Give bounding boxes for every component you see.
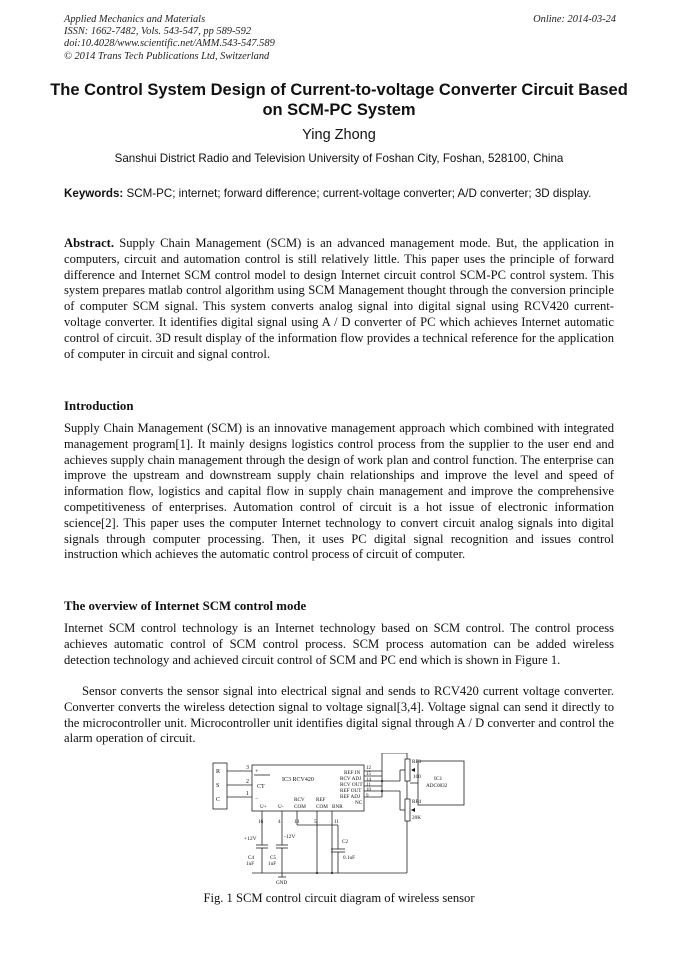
label-pin4: 4 (278, 819, 281, 825)
overview-paragraph-2: Sensor converts the sensor signal into electrical signal and sends to RCV420 current voltage converter. Converter converts the wireless detection signal to voltage signal[3,4]. Voltage signal can send it directly to the microcontroller unit. Microcontroller unit identifies digital signal through A / D converter and control the alarm operation of circuit. (64, 684, 614, 746)
label-plus12v: +12V (244, 836, 257, 842)
label-pin3: 3 (246, 765, 249, 771)
keywords-text: SCM-PC; internet; forward difference; current-voltage converter; A/D converter; 3D display. (123, 187, 592, 200)
label-c4: C4 (248, 855, 255, 861)
author-affiliation: Sanshui District Radio and Television University of Foshan City, Foshan, 528100, China (114, 152, 564, 165)
label-c2: C2 (342, 839, 349, 845)
label-c2-value: 0.1uF (343, 855, 355, 861)
introduction-paragraph: Supply Chain Management (SCM) is an innovative management approach which combined with integrated management program[1]. It mainly designs logistics control process from the supplier to the user end and achieves supply chain management through the design of work plan and control function. The enterprise can improve the upstream and downstream supply chain relationships and improve the level and speed of information flow, logistics and capital flow in supply chain management and improve the comprehensive competitiveness of enterprises. Automation control of circuit is a hot issue of electronic information science[2]. This paper uses the computer Internet technology to convert circuit analog signals into digital signals through computer processing. Then, it uses PC digital signal recognition and issues control instruction which achieves the automatic control process of circuit of computer. (64, 421, 614, 562)
figure-caption: Fig. 1 SCM control circuit diagram of wireless sensor (203, 891, 475, 905)
label-rp3-value: 100 (413, 774, 421, 780)
label-refin: REF IN (344, 770, 361, 776)
label-s: S (216, 783, 220, 789)
label-ic1-part: ADC0832 (426, 783, 448, 789)
label-pin11: 11 (334, 819, 339, 825)
label-ref-com-b: COM (316, 804, 328, 810)
label-ref-com-a: REF (316, 797, 326, 803)
label-gnd: GND (276, 880, 288, 885)
label-ic1: IC1 (434, 776, 443, 782)
label-plus: + (255, 769, 259, 775)
label-rp4-value: 20K (412, 815, 421, 821)
doi-line: doi:10.4028/www.scientific.net/AMM.543-547.589 (64, 38, 275, 50)
copyright-line: © 2014 Trans Tech Publications Ltd, Switzerland (64, 50, 270, 62)
label-pin9: 9 (366, 794, 369, 799)
journal-name: Applied Mechanics and Materials (64, 14, 206, 25)
label-bnr: BNR (332, 804, 343, 810)
label-c5-value: 1uF (268, 861, 277, 867)
label-minus: − (255, 796, 259, 802)
label-nc: NC (355, 800, 363, 806)
label-pin10: 10 (366, 788, 371, 793)
abstract-text: Supply Chain Management (SCM) is an advanced management mode. But, the application in computers, circuit and automation control is still relatively little. This paper uses the principle of forward difference and Internet SCM control model to design Internet circuit control SCM-PC control system. This system prepares matlab control algorithm using SCM Management thought through the conversion principle of computer SCM signal. This system converts analog signal into digital signal using RCV420 current- voltage converter. It identifies digital signal using A / D converter of PC which achieves Internet automatic control of circuit. 3D result display of the information flow provides a technical reference for the application of computer in circuit and signal control. (64, 236, 614, 361)
label-uminus: U- (278, 804, 284, 810)
journal-header (64, 14, 616, 63)
label-minus12v: -12V (284, 834, 296, 840)
label-c: C (216, 797, 221, 803)
label-pin12: 12 (366, 766, 371, 771)
label-c5: C5 (270, 855, 277, 861)
label-rp4: RP4 (412, 799, 421, 805)
author-name: Ying Zhong (302, 127, 376, 143)
online-date: Online: 2014-03-24 (533, 14, 616, 25)
label-rp3: RP3 (412, 759, 421, 765)
label-pin2: 2 (246, 779, 249, 785)
label-uplus: U+ (260, 804, 267, 810)
label-rcv-com-b: COM (294, 804, 306, 810)
label-pin5: 5 (314, 819, 317, 825)
overview-heading: The overview of Internet SCM control mode (64, 599, 307, 613)
label-refout: REF OUT (340, 788, 362, 794)
paper-title: The Control System Design of Current-to-voltage Converter Circuit Based on SCM-PC System (50, 81, 628, 119)
label-pin11b: 11 (366, 783, 371, 788)
label-pin16: 16 (258, 819, 264, 825)
keywords (64, 186, 614, 202)
introduction-heading: Introduction (64, 399, 134, 413)
label-ct: CT (257, 784, 265, 790)
label-rcvadj: RCV ADJ (340, 776, 362, 782)
label-c4-value: 1uF (246, 861, 255, 867)
label-chip: IC3 RCV420 (282, 777, 314, 783)
abstract-label: Abstract. (64, 236, 115, 250)
label-pin15: 15 (366, 772, 371, 777)
label-rcvout: RCV OUT (340, 782, 363, 788)
label-rcv-com-a: RCV (294, 797, 305, 803)
issn-line: ISSN: 1662-7482, Vols. 543-547, pp 589-592 (64, 26, 252, 38)
label-refadj: REF ADJ (340, 794, 361, 800)
overview-paragraph-1: Internet SCM control technology is an Internet technology based on SCM control. The control process achieves automatic control of SCM control process. SCM process automation can be added wireless detection technology and achieved circuit control of SCM and PC end which is shown in Figure 1. (64, 621, 614, 667)
keywords-label: Keywords: (64, 187, 124, 200)
circuit-diagram (212, 753, 470, 885)
label-pin1: 1 (246, 791, 249, 797)
label-r: R (216, 769, 221, 775)
label-pin13: 13 (294, 819, 300, 825)
abstract (64, 236, 614, 362)
label-pin14: 14 (366, 778, 371, 783)
